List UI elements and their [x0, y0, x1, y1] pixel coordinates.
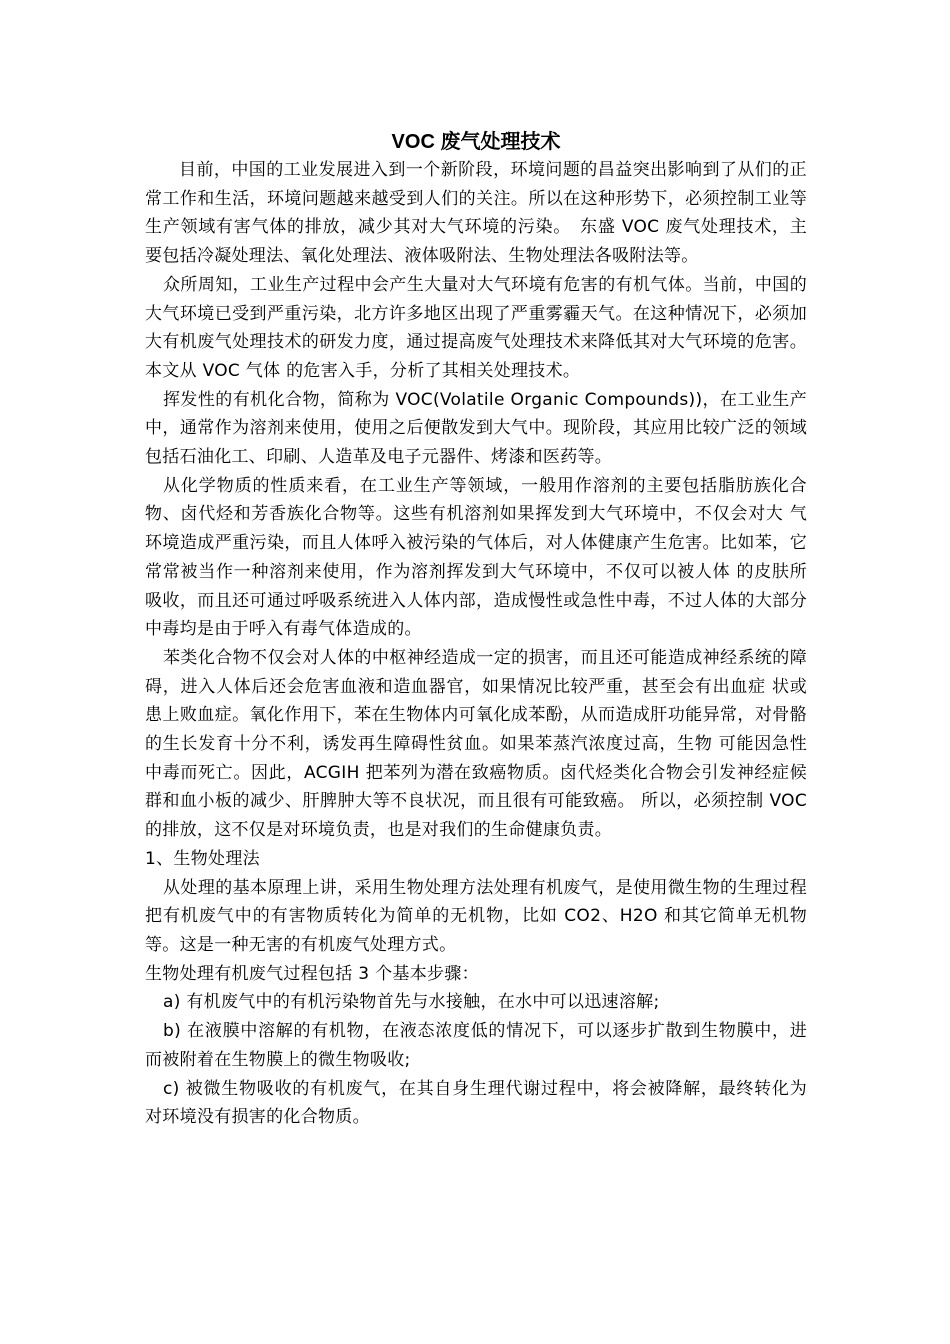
document-page — [145, 128, 807, 1132]
paragraph-benzene-harm: 苯类化合物不仅会对人体的中枢神经造成一定的损害，而且还可能造成神经系统的障碍，进入人体后还会危害血液和造血器官，如果情况比较严重，甚至会有出血症 状或患上败血症。氧化作用下，苯在生物体内可氧化成苯酚，从而造成肝功能异常，对骨骼的生长发育十分不利，诱发再生障碍性贫血。如果苯蒸汽浓度过高，生物 可能因急性中毒而死亡。因此，ACGIH 把苯列为潜在致癌物质。卤代烃类化合物会引发神经症候群和血小板的减少、肝脾肿大等不良状况，而且很有可能致癌。 所以，必须控制 VOC 的排放，这不仅是对环境负责，也是对我们的生命健康负责。 — [145, 647, 807, 841]
document-title: VOC 废气处理技术 — [391, 131, 561, 153]
list-item-step-b: b) 在液膜中溶解的有机物，在液态浓度低的情况下，可以逐步扩散到生物膜中，进而被附着在生物膜上的微生物吸收; — [145, 1021, 807, 1070]
paragraph-organic-gas: 众所周知，工业生产过程中会产生大量对大气环境有危害的有机气体。当前，中国的大气环境已受到严重污染，北方许多地区出现了严重雾霾天气。在这种情况下，必须加大有机废气处理技术的研发力度，通过提高废气处理技术来降低其对大气环境的危害。本文从 VOC 气体 的危害入手，分析了其相关处理技术。 — [145, 274, 807, 381]
paragraph-biological-principle: 从处理的基本原理上讲，采用生物处理方法处理有机废气，是使用微生物的生理过程把有机废气中的有害物质转化为简单的无机物，比如 CO2、H2O 和其它简单无机物等。这是一种无害的有机废气处理方式。 — [145, 877, 807, 955]
section-heading-biological: 1、生物处理法 — [145, 848, 260, 869]
paragraph-steps-intro: 生物处理有机废气过程包括 3 个基本步骤： — [145, 963, 479, 984]
paragraph-solvents: 从化学物质的性质来看，在工业生产等领域，一般用作溶剂的主要包括脂肪族化合物、卤代烃和芳香族化合物等。这些有机溶剂如果挥发到大气环境中，不仅会对大 气环境造成严重污染，而且人体呼入被污染的气体后，对人体健康产生危害。比如苯，它常常被当作一种溶剂来使用，作为溶剂挥发到大气环境中，不仅可以被人体 的皮肤所吸收，而且还可通过呼吸系统进入人体内部，造成慢性或急性中毒，不过人体的大部分中毒均是由于呼入有毒气体造成的。 — [145, 475, 807, 640]
list-item-step-a: a) 有机废气中的有机污染物首先与水接触，在水中可以迅速溶解; — [163, 992, 660, 1013]
list-item-step-c: c) 被微生物吸收的有机废气，在其自身生理代谢过程中，将会被降解，最终转化为对环境没有损害的化合物质。 — [145, 1078, 807, 1128]
paragraph-intro: 目前，中国的工业发展进入到一个新阶段，环境问题的昌益突出影响到了从们的正常工作和生活，环境问题越来越受到人们的关注。所以在这种形势下，必须控制工业等生产领域有害气体的排放，减少其对大气环境的污染。 东盛 VOC 废气处理技术，主要包括冷凝处理法、氧化处理法、液体吸附法、生物处理法各吸附法等。 — [145, 160, 807, 267]
paragraph-voc-definition: 挥发性的有机化合物，简称为 VOC(Volatile Organic Compounds))，在工业生产中，通常作为溶剂来使用，使用之后便散发到大气中。现阶段，其应用比较广泛的领域包括石油化工、印刷、人造革及电子元器件、烤漆和医药等。 — [145, 389, 807, 468]
